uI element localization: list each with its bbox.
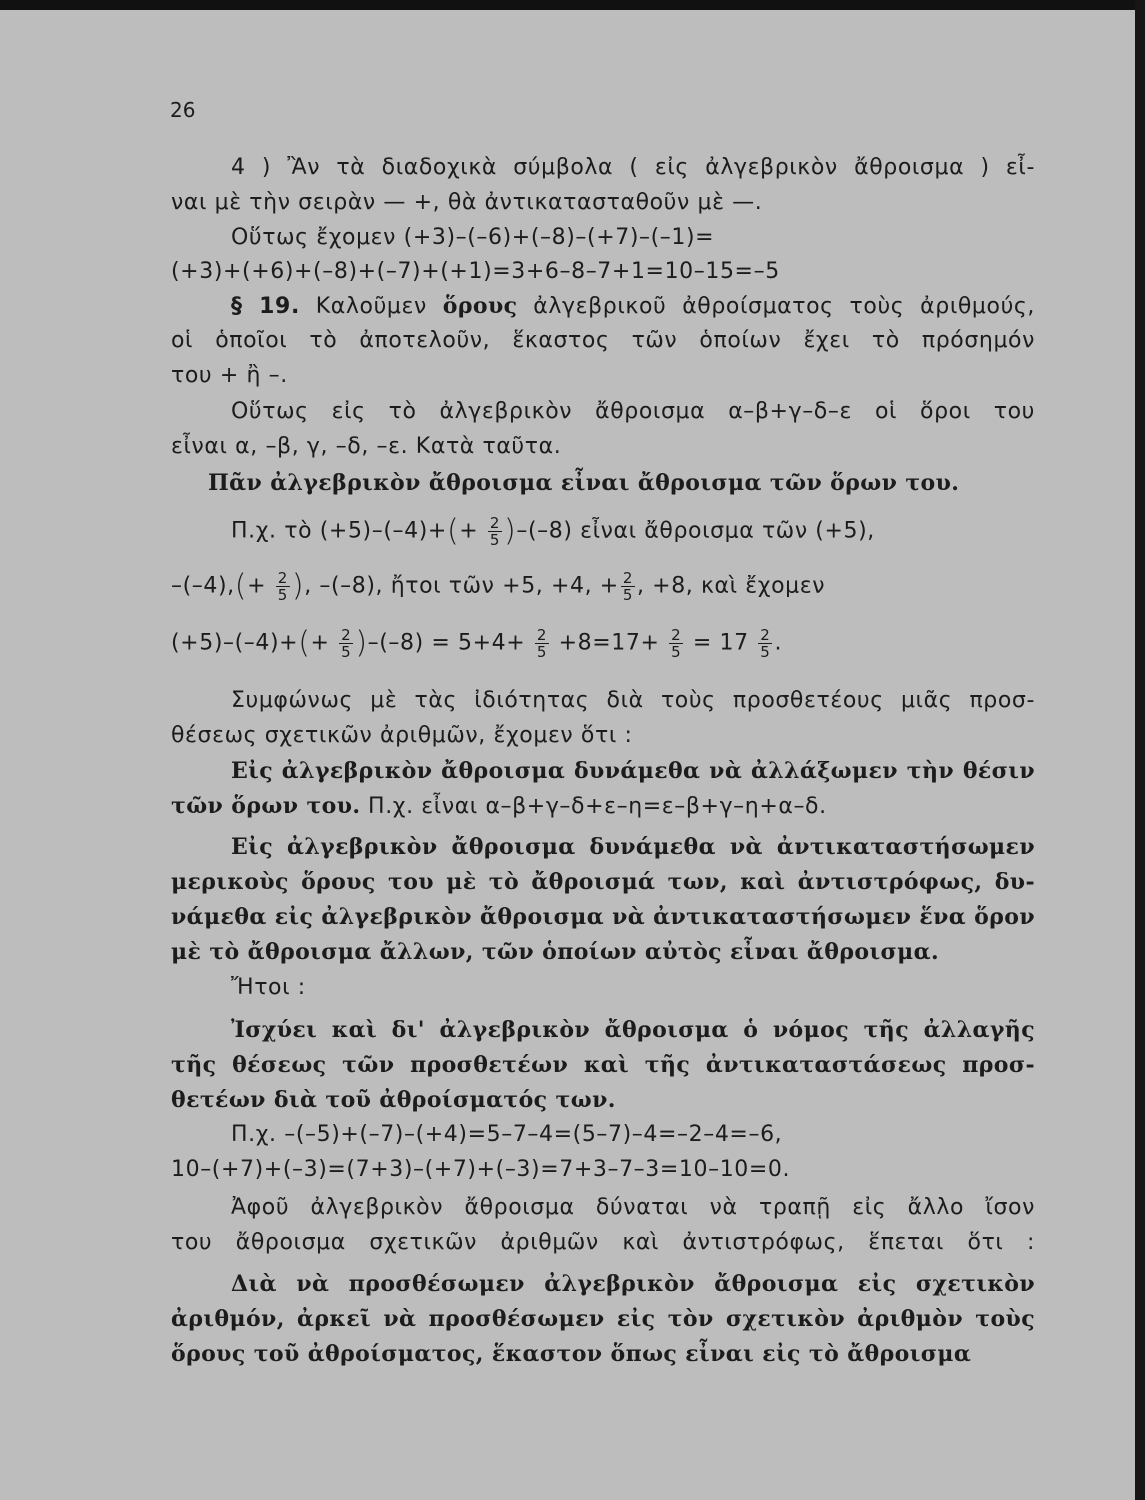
- numerator: 2: [671, 626, 682, 644]
- text: +: [247, 573, 267, 599]
- fraction: [621, 570, 635, 603]
- numerator: 2: [536, 626, 548, 644]
- text: τῶν ὅρων του.: [171, 793, 361, 819]
- text-line: Οὕτως ἔχομεν (+3)–(–6)+(–8)–(+7)–(–1)=: [231, 225, 715, 250]
- scan-top-border: [0, 0, 1145, 10]
- text: ἀλγεβρικοῦ ἀθροίσματος τοὺς ἀριθμούς,: [533, 294, 1036, 319]
- text: Καλοῦμεν: [315, 294, 427, 319]
- example-line-2: [171, 570, 1035, 603]
- paren: (: [234, 568, 248, 604]
- equation-line: 10–(+7)+(–3)=(7+3)–(+7)+(–3)=7+3–7–3=10–10=0.: [171, 1157, 791, 1182]
- text-line: Ἤτοι :: [231, 975, 306, 1000]
- denominator: 5: [277, 586, 288, 604]
- text-line: 4 ) Ἂν τὰ διαδοχικὰ σύμβολα ( εἰς ἀλγεβρικὸν ἄθροισμα ) εἶ-: [231, 155, 1035, 180]
- text: +8=17+: [558, 630, 660, 656]
- rule-statement-end: [171, 791, 1035, 822]
- text-line: Ἀφοῦ ἀλγεβρικὸν ἄθροισμα δύναται νὰ τραπῇ εἰς ἄλλο ἴσον: [231, 1195, 1035, 1220]
- rule-statement: νάμεθα εἰς ἀλγεβρικὸν ἄθροισμα νὰ ἀντικαταστήσωμεν ἕνα ὅρον: [171, 904, 1036, 930]
- paren: (: [446, 513, 460, 549]
- numerator: 2: [489, 514, 501, 532]
- text-line: Συμφώνως μὲ τὰς ἰδιότητας διὰ τοὺς προσθετέους μιᾶς προσ-: [231, 688, 1035, 713]
- rule-statement: Πᾶν ἀλγεβρικὸν ἄθροισμα εἶναι ἄθροισμα τῶν ὅρων του.: [208, 470, 960, 496]
- text-line: του ἄθροισμα σχετικῶν ἀριθμῶν καὶ ἀντιστρόφως, ἕπεται ὅτι :: [171, 1230, 1035, 1255]
- rule-statement: ἀριθμόν, ἀρκεῖ νὰ προσθέσωμεν εἰς τὸν σχετικὸν ἀριθμὸν τοὺς: [171, 1306, 1035, 1332]
- denominator: 5: [671, 643, 682, 661]
- denominator: 5: [341, 643, 352, 661]
- text: –(–8) = 5+4+: [367, 630, 526, 656]
- rule-statement: Εἰς ἀλγεβρικὸν ἄθροισμα δυνάμεθα νὰ ἀλλάξωμεν τὴν θέσιν: [231, 758, 1035, 784]
- numerator: 2: [341, 626, 352, 644]
- text: Π.χ. τὸ (+5)–(–4)+: [231, 518, 447, 544]
- denominator: 5: [489, 531, 501, 549]
- fraction: [758, 627, 772, 660]
- example-line-3: (+5)–(–4)+(+ $\frac{2}{5}$ )–(–8) = 5+4+ $\frac{2}{5}$ +8=17+ $\frac{2}{5}$ = 17 $\frac{2}{5}$ .: [171, 625, 783, 661]
- rule-statement: μερικοὺς ὅρους του μὲ τὸ ἄθροισμά των, καὶ ἀντιστρόφως, δυ-: [171, 869, 1035, 895]
- text: (+5)–(–4)+: [171, 630, 299, 656]
- rule-statement: τῆς θέσεως τῶν προσθετέων καὶ τῆς ἀντικαταστάσεως προσ-: [171, 1052, 1035, 1078]
- example-line-1: [231, 515, 1095, 548]
- text: = 17: [692, 630, 749, 656]
- paren: ): [504, 513, 517, 549]
- text-line: Οὕτως εἰς τὸ ἀλγεβρικὸν ἄθροισμα α–β+γ–δ–ε οἱ ὅροι του: [231, 399, 1035, 424]
- text: –(–8) εἶναι ἄθροισμα τῶν (+5),: [516, 518, 875, 544]
- fraction: [339, 627, 353, 660]
- text-line: του + ἢ –.: [171, 363, 288, 388]
- denominator: 5: [536, 643, 548, 661]
- paren: (: [298, 625, 311, 661]
- fraction: [488, 515, 502, 548]
- rule-statement: μὲ τὸ ἄθροισμα ἄλλων, τῶν ὁποίων αὐτὸς εἶναι ἄθροισμα.: [171, 939, 939, 965]
- fraction: [535, 627, 549, 660]
- fraction: [669, 627, 683, 660]
- section-number: § 19.: [231, 294, 300, 319]
- fraction: [276, 570, 290, 603]
- text: , –(–8), ἤτοι τῶν +5, +4, +: [304, 573, 619, 599]
- rule-statement: Ἰσχύει καὶ δι' ἀλγεβρικὸν ἄθροισμα ὁ νόμος τῆς ἀλλαγῆς: [231, 1017, 1035, 1043]
- text: +: [459, 518, 479, 544]
- equation-line: (+3)+(+6)+(–8)+(–7)+(+1)=3+6–8–7+1=10–15=–5: [171, 259, 780, 284]
- section-19-line: [231, 291, 1035, 322]
- rule-statement: Διὰ νὰ προσθέσωμεν ἀλγεβρικὸν ἄθροισμα εἰς σχετικὸν: [231, 1271, 1035, 1297]
- numerator: 2: [277, 569, 288, 587]
- text: +: [310, 630, 330, 656]
- text: –(–4),: [171, 573, 235, 599]
- rule-statement: Εἰς ἀλγεβρικὸν ἄθροισμα δυνάμεθα νὰ ἀντικαταστήσωμεν: [231, 834, 1035, 860]
- text: Π.χ. εἶναι α–β+γ–δ+ε–η=ε–β+γ–η+α–δ.: [368, 794, 827, 819]
- denominator: 5: [760, 643, 771, 661]
- paren: ): [355, 625, 368, 661]
- text-line: ναι μὲ τὴν σειρὰν — +, θὰ ἀντικατασταθοῦν μὲ —.: [171, 190, 763, 215]
- text-line: θέσεως σχετικῶν ἀριθμῶν, ἔχομεν ὅτι :: [171, 723, 633, 748]
- defined-term: ὅρους: [442, 293, 518, 319]
- numerator: 2: [760, 626, 771, 644]
- equation-line: Π.χ. –(–5)+(–7)–(+4)=5–7–4=(5–7)–4=–2–4=–6,: [231, 1122, 783, 1147]
- denominator: 5: [622, 586, 633, 604]
- text: , +8, καὶ ἔχομεν: [636, 573, 826, 599]
- text-line: οἱ ὁποῖοι τὸ ἀποτελοῦν, ἕκαστος τῶν ὁποίων ἔχει τὸ πρόσημόν: [171, 328, 1035, 353]
- paren: ): [291, 568, 305, 604]
- rule-statement: θετέων διὰ τοῦ ἀθροίσματός των.: [171, 1087, 616, 1113]
- page-number: 26: [170, 98, 196, 122]
- rule-statement: ὅρους τοῦ ἀθροίσματος, ἕκαστον ὅπως εἶναι εἰς τὸ ἄθροισμα: [171, 1341, 972, 1367]
- text-line: εἶναι α, –β, γ, –δ, –ε. Κατὰ ταῦτα.: [171, 434, 562, 459]
- scan-right-border: [1135, 0, 1145, 1500]
- book-page: [0, 10, 1135, 1500]
- numerator: 2: [622, 569, 633, 587]
